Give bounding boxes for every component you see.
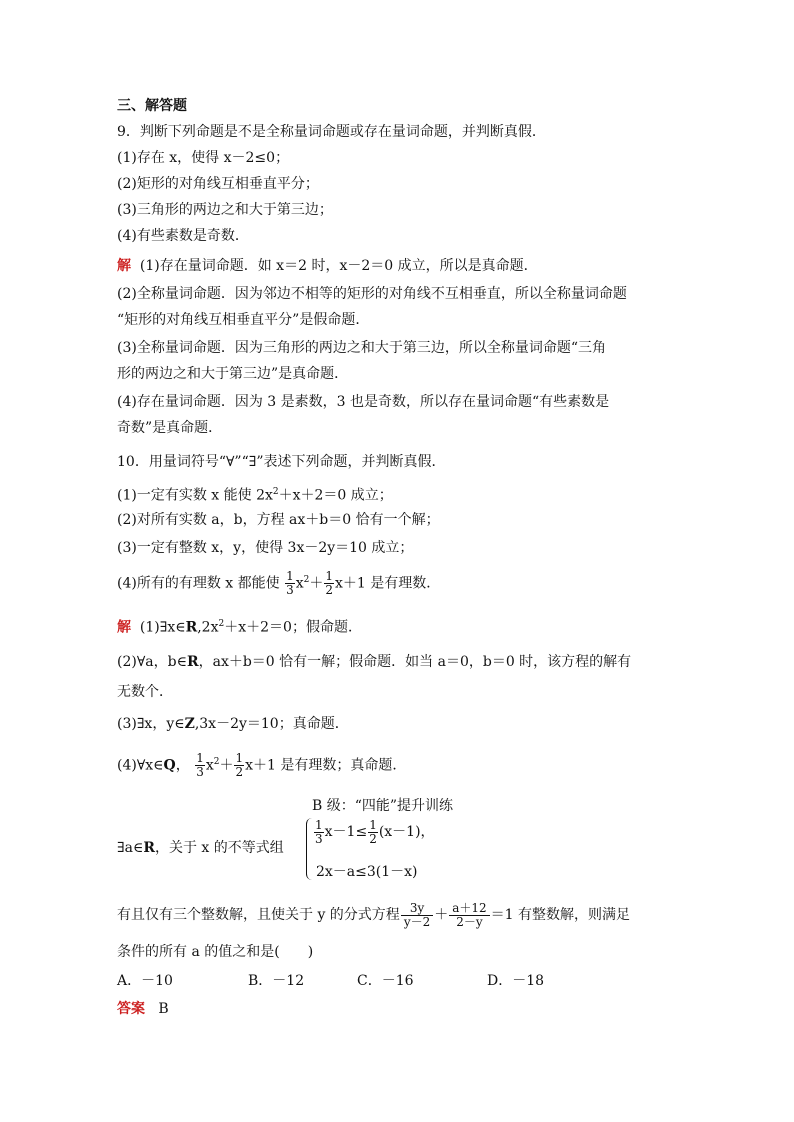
- sol3-text-end: ,3x－2y＝10；真命题．: [194, 716, 349, 732]
- q9-item-1: (1)存在 x，使得 x－2≤0；: [117, 150, 290, 166]
- variable-x: x: [205, 757, 214, 774]
- set-R: R: [143, 840, 155, 856]
- q11-line-2-text: 有且仅有三个整数解，且使关于 y 的分式方程: [117, 907, 400, 923]
- q10-item-4-text-end: x＋1 是有理数．: [335, 575, 441, 592]
- q10-solution-line-1: [117, 614, 362, 638]
- q11-inequality-2: 2x－a≤3(1－x): [316, 864, 418, 880]
- numerator: 1: [315, 817, 323, 832]
- exponent: 2: [272, 487, 279, 497]
- q9-solution-text-1: (1)存在量词命题．如 x＝2 时，x－2＝0 成立，所以是真命题．: [139, 258, 538, 274]
- denominator: 2: [369, 831, 377, 846]
- denominator: 2－y: [456, 914, 483, 929]
- comma: ，: [175, 757, 190, 774]
- option-d: D．－18: [487, 973, 545, 989]
- set-R: R: [185, 619, 198, 636]
- set-Z: Z: [184, 716, 195, 732]
- answer-line: [117, 999, 169, 1019]
- q9-solution-line-7: 奇数”是真命题．: [117, 420, 223, 436]
- q9-solution-line-4: (3)全称量词命题．因为三角形的两边之和大于第三边，所以全称量词命题“三角: [117, 340, 606, 356]
- q11-line-2-text-end: ＝1 有整数解，则满足: [490, 907, 631, 923]
- numerator: 3y: [401, 902, 433, 916]
- q10-item-1-text-end: ＋x＋2＝0 成立；: [278, 487, 393, 504]
- fraction-a-plus-12-over-2-minus-y: [449, 902, 489, 929]
- q9-solution-line-6: (4)存在量词命题．因为 3 是素数，3 也是奇数，所以存在量词命题“有些素数是: [117, 394, 610, 410]
- numerator: a＋12: [449, 902, 489, 916]
- q10-solution-line-3: [117, 714, 349, 734]
- ineq1-text-end: (x－1)，: [378, 824, 435, 840]
- q9-stem: 9．判断下列命题是不是全称量词命题或存在量词命题，并判断真假．: [117, 124, 546, 140]
- sol2-text: (2)∀a，b∈: [117, 654, 187, 670]
- q9-solution-line-1: [117, 256, 538, 276]
- answer-label: 答案: [117, 1001, 145, 1017]
- numerator: 1: [369, 817, 377, 832]
- q11-prefix: [117, 838, 284, 858]
- q9-solution-line-3: “矩形的对角线互相垂直平分”是假命题．: [117, 312, 370, 328]
- exponent: 2: [213, 757, 220, 767]
- solution-label: 解: [117, 258, 131, 274]
- q11-inequality-1: [313, 818, 435, 846]
- variable-x: x: [295, 575, 304, 592]
- q10-item-2: (2)对所有实数 a，b，方程 ax＋b＝0 恰有一个解；: [117, 512, 440, 528]
- sol4-text: (4)∀x∈: [117, 757, 164, 774]
- plus-sign: ＋: [219, 757, 234, 774]
- exponent: 2: [218, 619, 225, 629]
- q9-solution-line-5: 形的两边之和大于第三边”是真命题．: [117, 366, 349, 382]
- q10-solution-line-2b: 无数个．: [117, 684, 173, 700]
- denominator: 3: [315, 831, 323, 846]
- denominator: 2: [235, 765, 244, 780]
- q11-line-3: 条件的所有 a 的值之和是( ): [117, 944, 314, 960]
- fraction-one-half: [324, 570, 334, 597]
- sol1-text: (1)∃x∈: [139, 619, 186, 636]
- numerator: 1: [286, 569, 294, 584]
- q9-item-2: (2)矩形的对角线互相垂直平分；: [117, 176, 319, 192]
- fraction-one-half: [368, 819, 378, 846]
- option-c: C．－16: [357, 973, 414, 989]
- q9-solution-line-2: (2)全称量词命题．因为邻边不相等的矩形的对角线不互相垂直，所以全称量词命题: [117, 286, 627, 302]
- fraction-one-third: [285, 570, 295, 597]
- q11-prefix-text-end: ，关于 x 的不等式组: [154, 840, 284, 856]
- level-b-title: B 级：“四能”提升训练: [312, 798, 454, 814]
- exponent: 2: [303, 575, 310, 585]
- option-b: B．－12: [248, 973, 305, 989]
- sol3-text: (3)∃x，y∈: [117, 716, 185, 732]
- q10-stem: 10．用量词符号“∀”“∃”表述下列命题，并判断真假．: [117, 454, 446, 470]
- denominator: y－2: [403, 914, 431, 929]
- q10-item-1: [117, 482, 393, 506]
- q10-item-4: [117, 566, 440, 598]
- q10-solution-line-2: [117, 652, 631, 672]
- denominator: 3: [286, 583, 294, 598]
- set-Q: Q: [163, 757, 176, 774]
- fraction-one-half: [234, 752, 244, 779]
- denominator: 3: [196, 765, 204, 780]
- denominator: 2: [325, 583, 334, 598]
- solution-label: 解: [117, 619, 131, 636]
- q9-item-4: (4)有些素数是奇数．: [117, 228, 249, 244]
- plus-sign: ＋: [309, 575, 324, 592]
- q10-solution-line-4: [117, 748, 406, 780]
- answer-value: B: [158, 1001, 169, 1017]
- set-R: R: [186, 654, 199, 670]
- fraction-one-third: [195, 752, 205, 779]
- q10-item-4-text: (4)所有的有理数 x 都能使: [117, 575, 280, 592]
- sol4-text-end: x＋1 是有理数；真命题．: [245, 757, 407, 774]
- fraction-3y-over-y-minus-2: [401, 902, 433, 929]
- plus-sign: ＋: [434, 907, 449, 923]
- q10-item-3: (3)一定有整数 x，y，使得 3x－2y＝10 成立；: [117, 540, 414, 556]
- numerator: 1: [325, 569, 334, 584]
- ineq1-text: x－1≤: [324, 824, 368, 840]
- fraction-one-third: [314, 819, 324, 846]
- numerator: 1: [235, 751, 244, 766]
- q10-item-1-text: (1)一定有实数 x 能使 2x: [117, 487, 273, 504]
- sol1-text-end: ＋x＋2＝0；假命题．: [224, 619, 362, 636]
- q9-item-3: (3)三角形的两边之和大于第三边；: [117, 202, 333, 218]
- sol1-text-mid: ,2x: [197, 619, 219, 636]
- section-title: 三、解答题: [117, 98, 187, 114]
- q11-line-2: [117, 898, 630, 932]
- option-a: A．－10: [117, 973, 173, 989]
- numerator: 1: [196, 751, 204, 766]
- q11-prefix-text: ∃a∈: [117, 840, 144, 856]
- sol2-text-end: ，ax＋b＝0 恰有一解；假命题．如当 a＝0，b＝0 时，该方程的解有: [198, 654, 632, 670]
